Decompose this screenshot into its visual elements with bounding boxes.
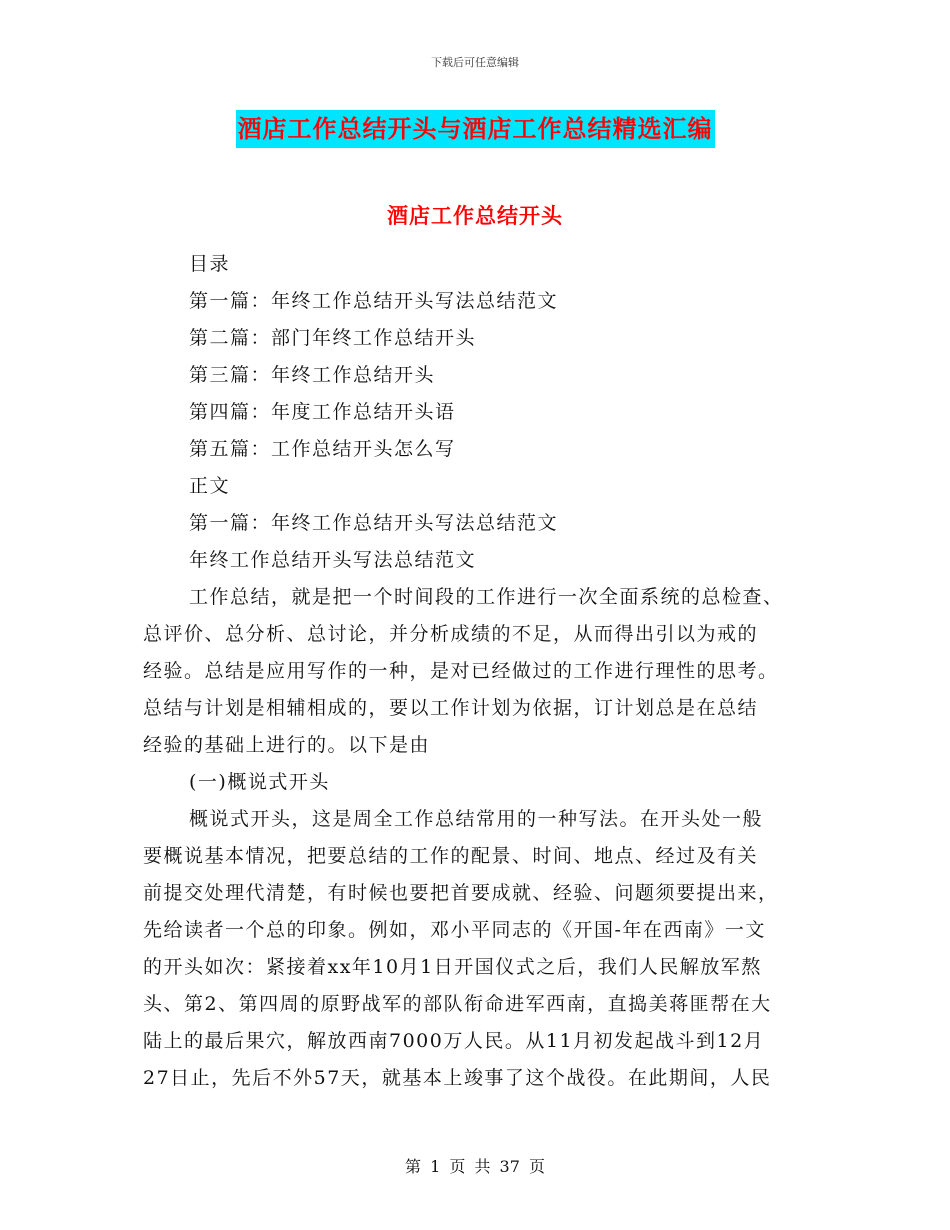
paragraph-line: 27日止，先后不外57天，就基本上竣事了这个战役。在此期间，人民 — [143, 1067, 772, 1089]
paragraph-line: 总评价、总分析、总讨论，并分析成绩的不足，从而得出引以为戒的 — [143, 623, 759, 645]
paragraph-line: 工作总结，就是把一个时间段的工作进行一次全面系统的总检查、 — [189, 586, 784, 608]
paragraph-line: 的开头如次：紧接着xx年10月1日开国仪式之后，我们人民解放军熬 — [143, 956, 762, 978]
chapter-title: 第一篇：年终工作总结开头写法总结范文 — [189, 512, 559, 534]
paragraph-line: 经验。总结是应用写作的一种，是对已经做过的工作进行理性的思考。 — [143, 660, 779, 682]
paragraph-line: 陆上的最后果穴，解放西南7000万人民。从11月初发起战斗到12月 — [143, 1030, 765, 1052]
paragraph-line: 总结与计划是相辅相成的，要以工作计划为依据，订计划总是在总结 — [143, 697, 759, 719]
paragraph-line: 概说式开头，这是周全工作总结常用的一种写法。在开头处一般 — [189, 808, 764, 830]
section-title: 酒店工作总结开头 — [387, 203, 563, 228]
toc-heading: 目录 — [189, 253, 231, 275]
paragraph-line: 要概说基本情况，把要总结的工作的配景、时间、地点、经过及有关 — [143, 845, 759, 867]
paragraph-line: 前提交处理代清楚，有时候也要把首要成就、经验、问题须要提出来， — [143, 882, 779, 904]
main-title-container — [0, 110, 950, 148]
body-heading: 正文 — [189, 475, 231, 497]
paragraph-line: 经验的基础上进行的。以下是由 — [143, 734, 431, 756]
paragraph-line: 先给读者一个总的印象。例如，邓小平同志的《开国-年在西南》一文 — [143, 919, 766, 941]
document-body — [143, 246, 811, 1097]
toc-item: 第五篇：工作总结开头怎么写 — [189, 438, 456, 460]
header-note: 下载后可任意编辑 — [431, 56, 519, 69]
paragraph-line: 头、第2、第四周的原野战军的部队衔命进军西南，直捣美蒋匪帮在大 — [143, 993, 772, 1015]
toc-item: 第三篇：年终工作总结开头 — [189, 364, 436, 386]
main-title: 酒店工作总结开头与酒店工作总结精选汇编 — [236, 110, 715, 148]
toc-item: 第四篇：年度工作总结开头语 — [189, 401, 456, 423]
page-footer: 第 1 页 共 37 页 — [405, 1157, 545, 1176]
toc-item: 第一篇：年终工作总结开头写法总结范文 — [189, 290, 559, 312]
subsection-title: (一)概说式开头 — [189, 771, 330, 793]
article-title: 年终工作总结开头写法总结范文 — [189, 549, 477, 571]
toc-item: 第二篇：部门年终工作总结开头 — [189, 327, 477, 349]
